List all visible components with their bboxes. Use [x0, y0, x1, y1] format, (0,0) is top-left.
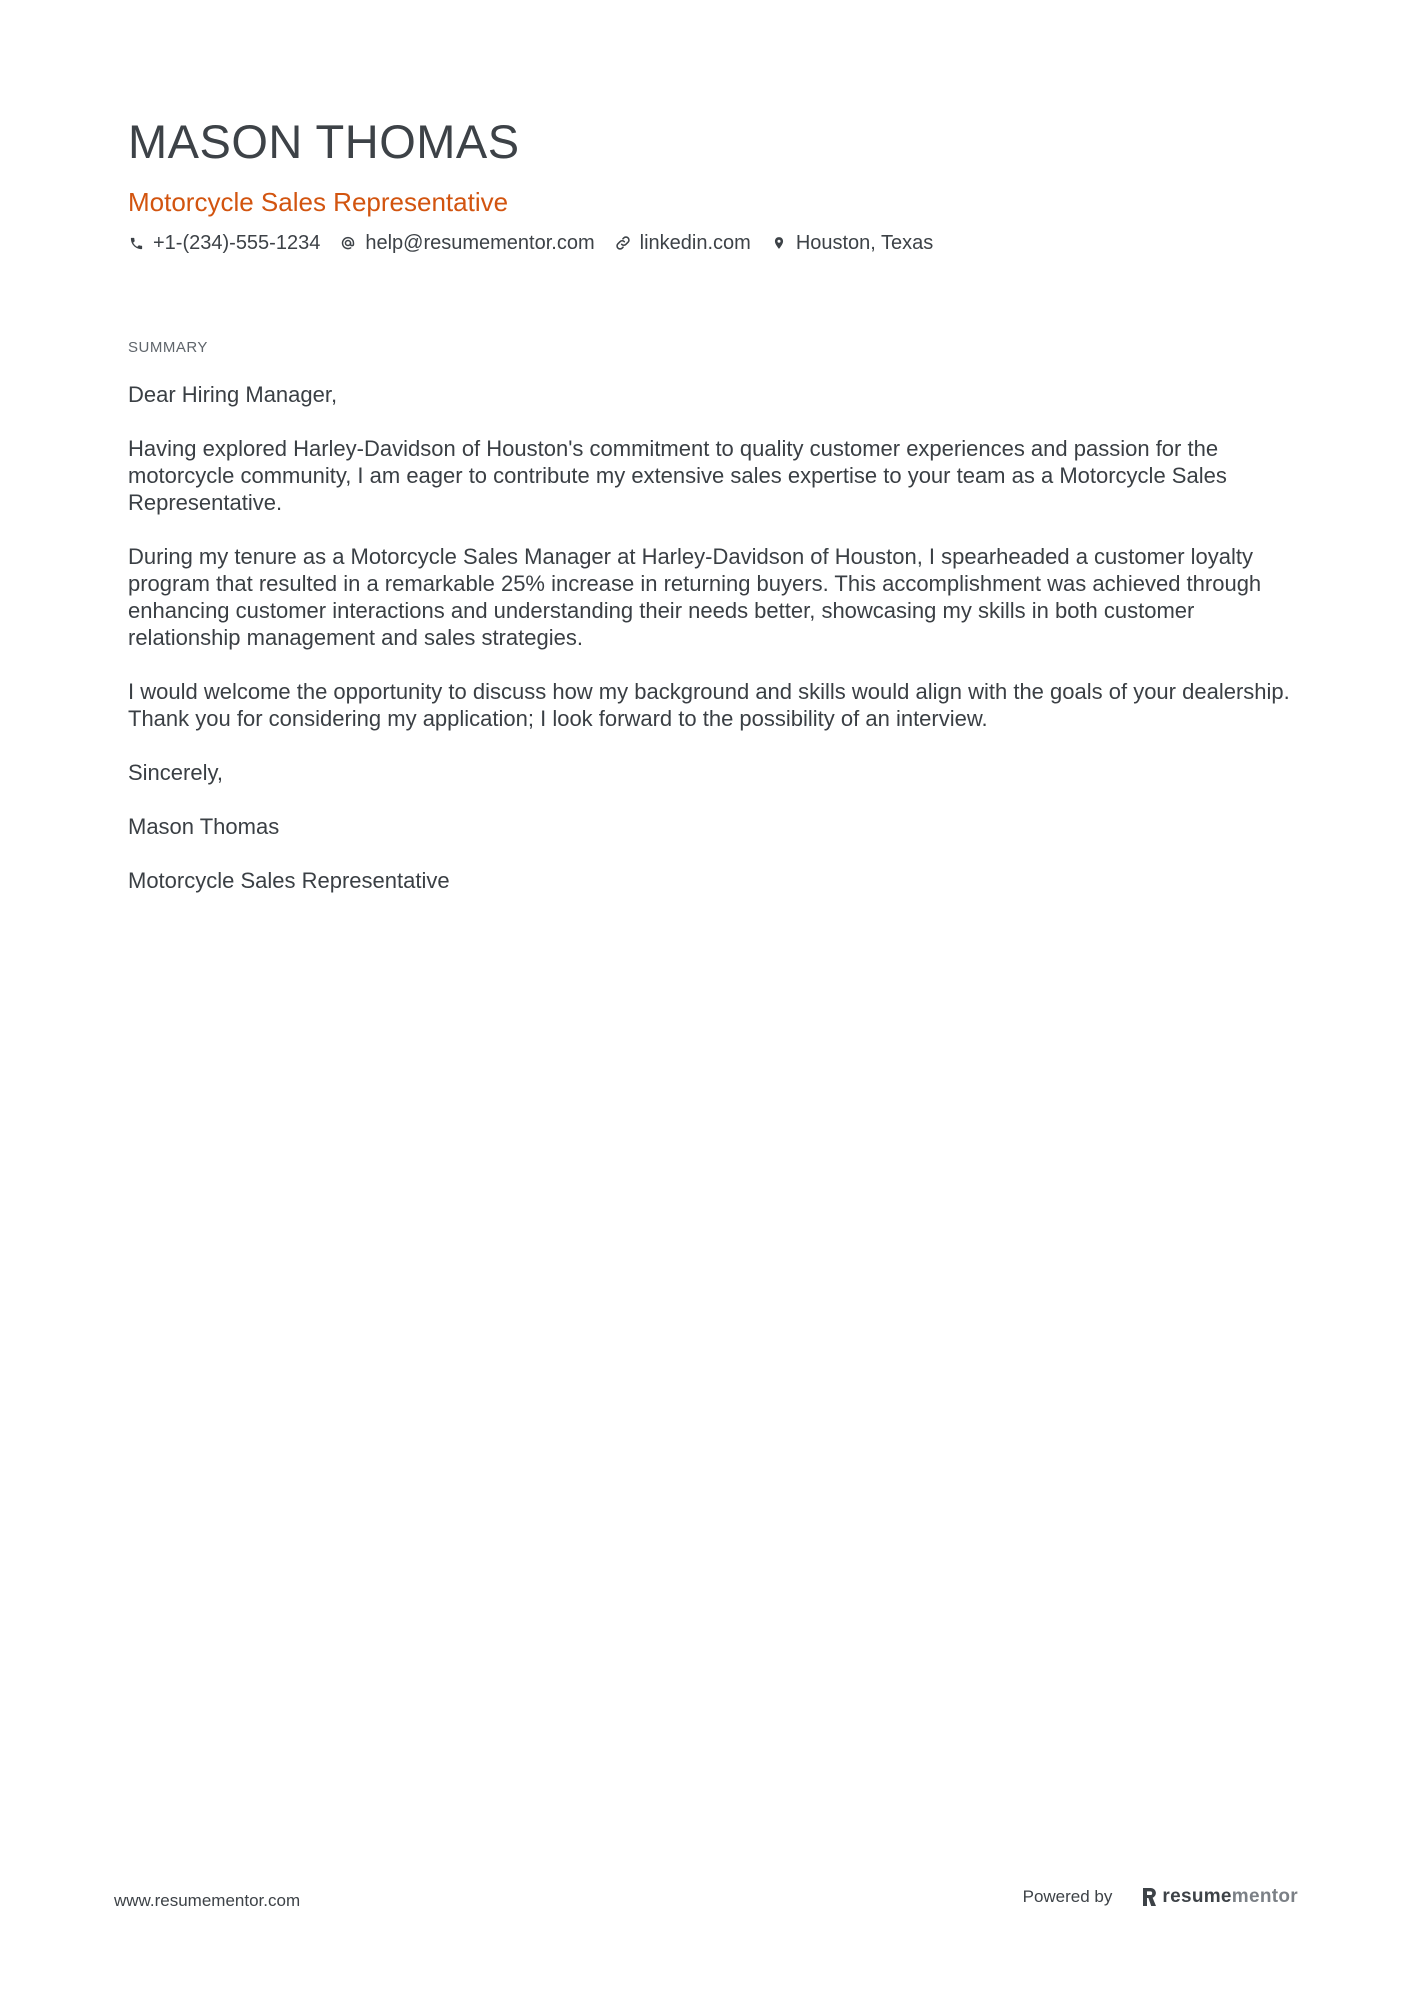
signature-title: Motorcycle Sales Representative — [128, 868, 450, 893]
paragraph-experience: During my tenure as a Motorcycle Sales Manager at Harley-Davidson of Houston, I spearheaded a customer loyalty program that resulted in a remarkable 25% increase in returning buyers. This accomplishment was achieved through enhancing customer interactions and understanding their needs better, showcasing my skills in both customer relationship management and sales strategies. — [128, 544, 1262, 650]
candidate-name: MASON THOMAS — [128, 115, 520, 168]
location-pin-icon — [771, 235, 787, 251]
contact-location — [771, 230, 934, 256]
section-label: SUMMARY — [128, 339, 208, 356]
linkedin-text: linkedin.com — [639, 232, 751, 254]
powered-by-text: Powered by — [1022, 1887, 1113, 1906]
summary-section — [128, 338, 1298, 921]
email-text: help@resumementor.com — [365, 232, 595, 254]
contact-phone — [128, 230, 320, 256]
phone-text: +1-(234)-555-1234 — [153, 232, 321, 254]
brand-text-part1: resume — [1162, 1886, 1232, 1907]
salutation: Dear Hiring Manager, — [128, 382, 338, 407]
footer-website[interactable]: www.resumementor.com — [114, 1891, 301, 1910]
sign-off: Sincerely, — [128, 760, 223, 785]
contact-linkedin — [615, 230, 751, 256]
phone-icon — [128, 235, 144, 251]
contact-email — [340, 230, 594, 256]
brand-text-part2: mentor — [1231, 1886, 1298, 1907]
signature-name: Mason Thomas — [128, 814, 280, 839]
brand-mark-icon — [1142, 1887, 1158, 1907]
brand-logo[interactable] — [1142, 1886, 1298, 1908]
contact-row — [128, 230, 1288, 256]
paragraph-intro: Having explored Harley-Davidson of Houston's commitment to quality customer experiences and passion for the motorcycle community, I am eager to contribute my extensive sales expertise to your team as a Motorcycle Sales Representative. — [128, 436, 1227, 515]
footer-branding — [1023, 1886, 1298, 1908]
paragraph-closing: I would welcome the opportunity to discuss how my background and skills would align with the goals of your dealership. Thank you for considering my application; I look forward to the possibility of an interview. — [128, 679, 1290, 731]
location-text: Houston, Texas — [795, 232, 934, 254]
job-title: Motorcycle Sales Representative — [128, 187, 509, 217]
header — [128, 112, 1288, 256]
at-icon — [340, 235, 356, 251]
link-icon — [615, 235, 631, 251]
